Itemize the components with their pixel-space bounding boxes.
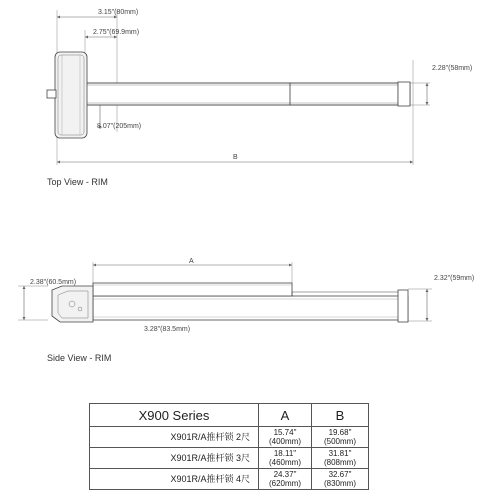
dim-a-label: A bbox=[189, 258, 194, 265]
a-mm: (620mm) bbox=[268, 479, 301, 488]
dimension-table bbox=[89, 403, 369, 490]
b-cell bbox=[312, 469, 369, 490]
b-mm: (830mm) bbox=[323, 479, 356, 488]
dim-length-label: B bbox=[233, 154, 238, 161]
table-title: X900 Series bbox=[90, 404, 259, 427]
dim-bottom-label: 3.28"(83.5mm) bbox=[144, 326, 191, 333]
side-view-caption: Side View - RIM bbox=[47, 353, 112, 363]
a-cell bbox=[259, 448, 312, 469]
side-end-cap bbox=[398, 290, 408, 322]
a-mm: (400mm) bbox=[268, 437, 301, 446]
cylinder bbox=[47, 90, 56, 98]
table-header-row bbox=[90, 404, 369, 427]
top-view-caption: Top View - RIM bbox=[47, 177, 108, 187]
a-inch: 24.37" bbox=[273, 470, 297, 479]
b-inch: 31.81" bbox=[328, 449, 352, 458]
a-inch: 18.11" bbox=[273, 449, 297, 458]
model-cell: X901R/A推杆锁 3尺 bbox=[90, 448, 259, 469]
a-mm: (460mm) bbox=[268, 458, 301, 467]
b-mm: (500mm) bbox=[323, 437, 356, 446]
table-row bbox=[90, 427, 369, 448]
dim-inner-label: 2.75"(69.9mm) bbox=[93, 29, 140, 36]
dim-head-label: 8.07"(205mm) bbox=[97, 123, 142, 130]
b-cell bbox=[312, 427, 369, 448]
table-row bbox=[90, 448, 369, 469]
column-a-header: A bbox=[259, 404, 312, 427]
side-view bbox=[18, 262, 432, 322]
dim-height-label: 2.28"(58mm) bbox=[432, 65, 473, 72]
a-cell bbox=[259, 427, 312, 448]
b-inch: 32.67" bbox=[328, 470, 352, 479]
b-cell bbox=[312, 448, 369, 469]
model-cell: X901R/A推杆锁 4尺 bbox=[90, 469, 259, 490]
column-b-header: B bbox=[312, 404, 369, 427]
a-cell bbox=[259, 469, 312, 490]
lock-head bbox=[55, 52, 87, 138]
push-bar bbox=[85, 83, 410, 105]
b-inch: 19.68" bbox=[328, 428, 352, 437]
a-inch: 15.74" bbox=[273, 428, 297, 437]
end-cap bbox=[398, 82, 410, 106]
side-bar bbox=[93, 296, 408, 320]
b-mm: (808mm) bbox=[323, 458, 356, 467]
dim-right-label: 2.32"(59mm) bbox=[434, 275, 475, 282]
model-cell: X901R/A推杆锁 2尺 bbox=[90, 427, 259, 448]
table-row bbox=[90, 469, 369, 490]
dim-outer-label: 3.15"(80mm) bbox=[98, 9, 139, 16]
dim-left-label: 2.38"(60.5mm) bbox=[30, 279, 77, 286]
